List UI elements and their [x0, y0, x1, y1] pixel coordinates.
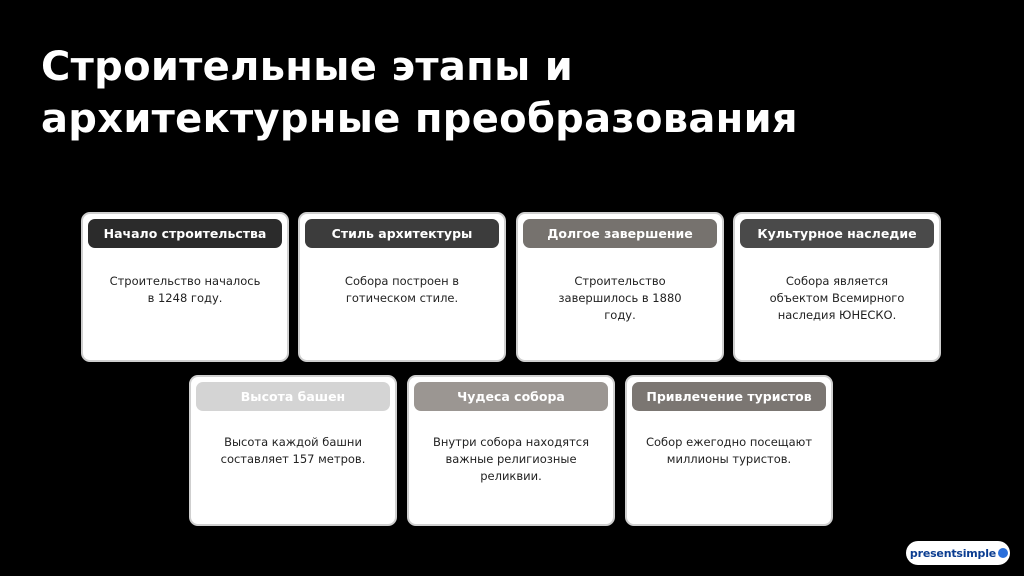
card-body-line: наследия ЮНЕСКО.	[777, 308, 897, 322]
logo-text: presentsimple	[909, 546, 997, 560]
card-body-line: Собора является	[785, 274, 889, 288]
info-card-tourist-attraction	[625, 375, 833, 526]
card-body-line: готическом стиле.	[345, 291, 459, 305]
card-body-line: составляет 157 метров.	[220, 452, 366, 466]
card-body-line: завершилось в 1880	[558, 291, 682, 305]
card-header: Долгое завершение	[523, 219, 717, 248]
card-body	[421, 434, 601, 485]
card-body-line: Строительство	[574, 274, 666, 288]
card-body	[530, 273, 710, 324]
info-card-cathedral-wonders	[407, 375, 615, 526]
card-body-line: Внутри собора находятся	[432, 435, 590, 449]
slide-title-line-1: Строительные этапы и	[41, 44, 574, 90]
card-body-line: Строительство началось	[109, 274, 261, 288]
info-card-long-completion	[516, 212, 724, 362]
blue-dot-icon	[998, 548, 1008, 558]
card-header: Начало строительства	[88, 219, 282, 248]
card-body	[312, 273, 492, 307]
card-body-line: году.	[604, 308, 636, 322]
card-body-line: Собор ежегодно посещают	[645, 435, 813, 449]
card-header: Высота башен	[196, 382, 390, 411]
card-body	[639, 434, 819, 468]
slide-title-line-2: архитектурные преобразования	[41, 96, 798, 142]
card-header: Культурное наследие	[740, 219, 934, 248]
card-body	[95, 273, 275, 307]
card-body-line: реликвии.	[480, 469, 542, 483]
card-body-line: миллионы туристов.	[666, 452, 792, 466]
card-header: Привлечение туристов	[632, 382, 826, 411]
info-card-tower-height	[189, 375, 397, 526]
card-header: Стиль архитектуры	[305, 219, 499, 248]
info-card-architecture-style	[298, 212, 506, 362]
card-header: Чудеса собора	[414, 382, 608, 411]
presentsimple-logo[interactable]	[906, 541, 1010, 565]
card-body-line: Собора построен в	[344, 274, 460, 288]
card-body-line: важные религиозные	[445, 452, 577, 466]
card-body	[747, 273, 927, 324]
info-card-cultural-heritage	[733, 212, 941, 362]
info-card-construction-start	[81, 212, 289, 362]
slide-title	[41, 41, 941, 145]
card-body-line: Высота каждой башни	[224, 435, 362, 449]
card-body-line: в 1248 году.	[147, 291, 223, 305]
card-body-line: объектом Всемирного	[769, 291, 905, 305]
card-body	[203, 434, 383, 468]
